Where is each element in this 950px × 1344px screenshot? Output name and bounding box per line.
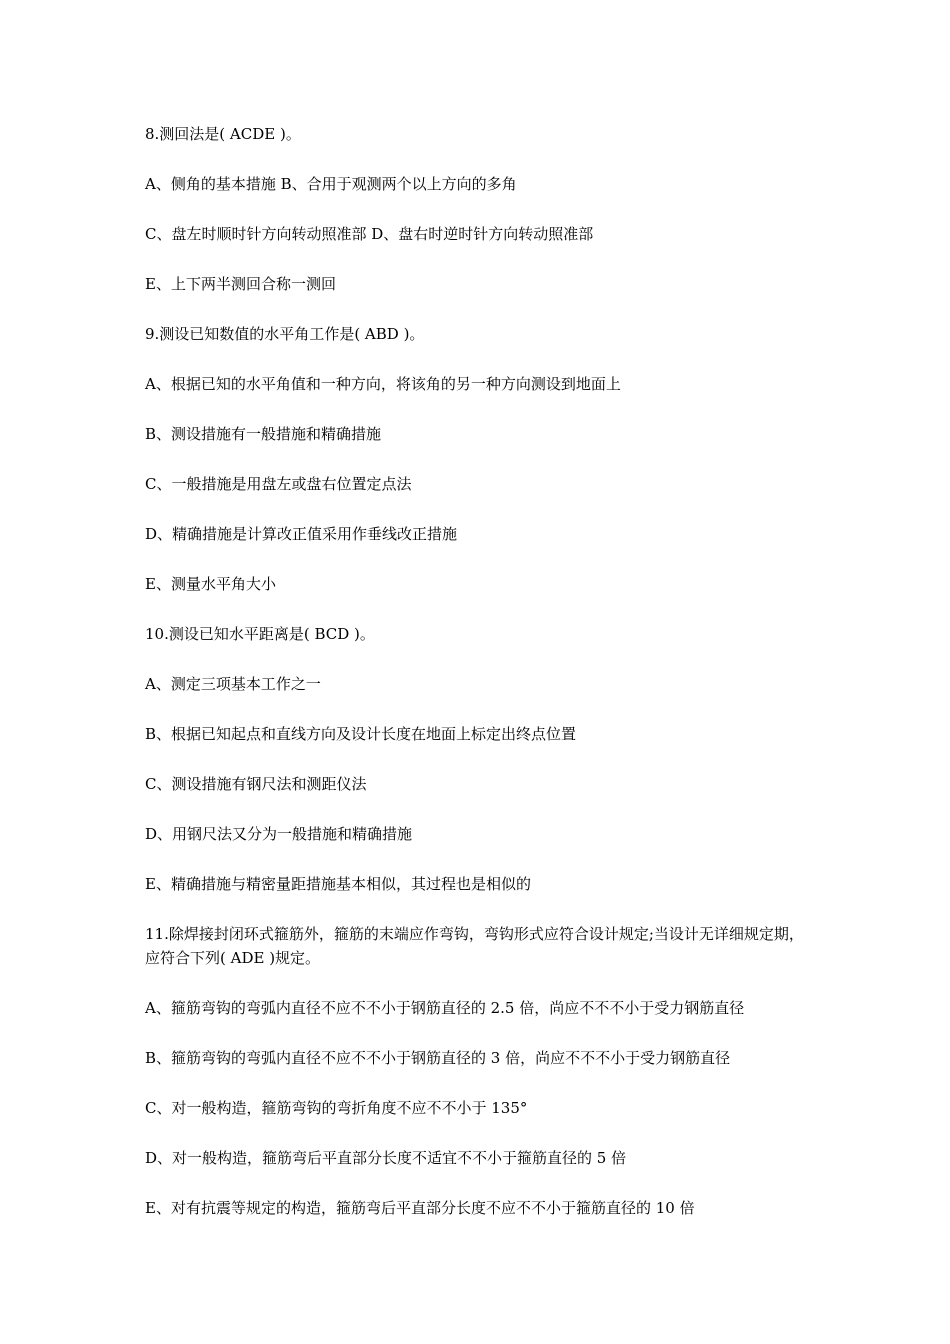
document-body xyxy=(145,122,815,1246)
question-option: E、对有抗震等规定的构造，箍筋弯后平直部分长度不应不不小于箍筋直径的 10 倍 xyxy=(145,1199,695,1217)
question-stem: 11.除焊接封闭环式箍筋外，箍筋的末端应作弯钩，弯钩形式应符合设计规定;当设计无详细规定期，应符合下列( ADE )规定。 xyxy=(145,925,804,967)
question-option: E、精确措施与精密量距措施基本相似，其过程也是相似的 xyxy=(145,875,531,893)
question-stem: 9.测设已知数值的水平角工作是( ABD )。 xyxy=(145,325,425,343)
question-option: D、精确措施是计算改正值采用作垂线改正措施 xyxy=(145,525,458,543)
question-option: E、测量水平角大小 xyxy=(145,575,276,593)
question-option: E、上下两半测回合称一测回 xyxy=(145,275,336,293)
question-stem: 10.测设已知水平距离是( BCD )。 xyxy=(145,625,375,643)
question-option: B、根据已知起点和直线方向及设计长度在地面上标定出终点位置 xyxy=(145,725,577,743)
question-stem: 8.测回法是( ACDE )。 xyxy=(145,125,301,143)
question-option: C、测设措施有钢尺法和测距仪法 xyxy=(145,775,367,793)
question-option: B、测设措施有一般措施和精确措施 xyxy=(145,425,382,443)
question-option: A、根据已知的水平角值和一种方向，将该角的另一种方向测设到地面上 xyxy=(145,375,621,393)
question-option: D、对一般构造，箍筋弯后平直部分长度不适宜不不小于箍筋直径的 5 倍 xyxy=(145,1149,627,1167)
question-option: C、盘左时顺时针方向转动照准部 D、盘右时逆时针方向转动照准部 xyxy=(145,225,594,243)
question-option: A、测定三项基本工作之一 xyxy=(145,675,321,693)
question-option: D、用钢尺法又分为一般措施和精确措施 xyxy=(145,825,413,843)
question-option: B、箍筋弯钩的弯弧内直径不应不不小于钢筋直径的 3 倍，尚应不不不小于受力钢筋直径 xyxy=(145,1049,731,1067)
question-option: A、侧角的基本措施 B、合用于观测两个以上方向的多角 xyxy=(145,175,517,193)
question-option: C、一般措施是用盘左或盘右位置定点法 xyxy=(145,475,412,493)
question-option: C、对一般构造，箍筋弯钩的弯折角度不应不不小于 135° xyxy=(145,1099,528,1117)
question-option: A、箍筋弯钩的弯弧内直径不应不不小于钢筋直径的 2.5 倍，尚应不不不小于受力钢筋直径 xyxy=(145,999,745,1017)
